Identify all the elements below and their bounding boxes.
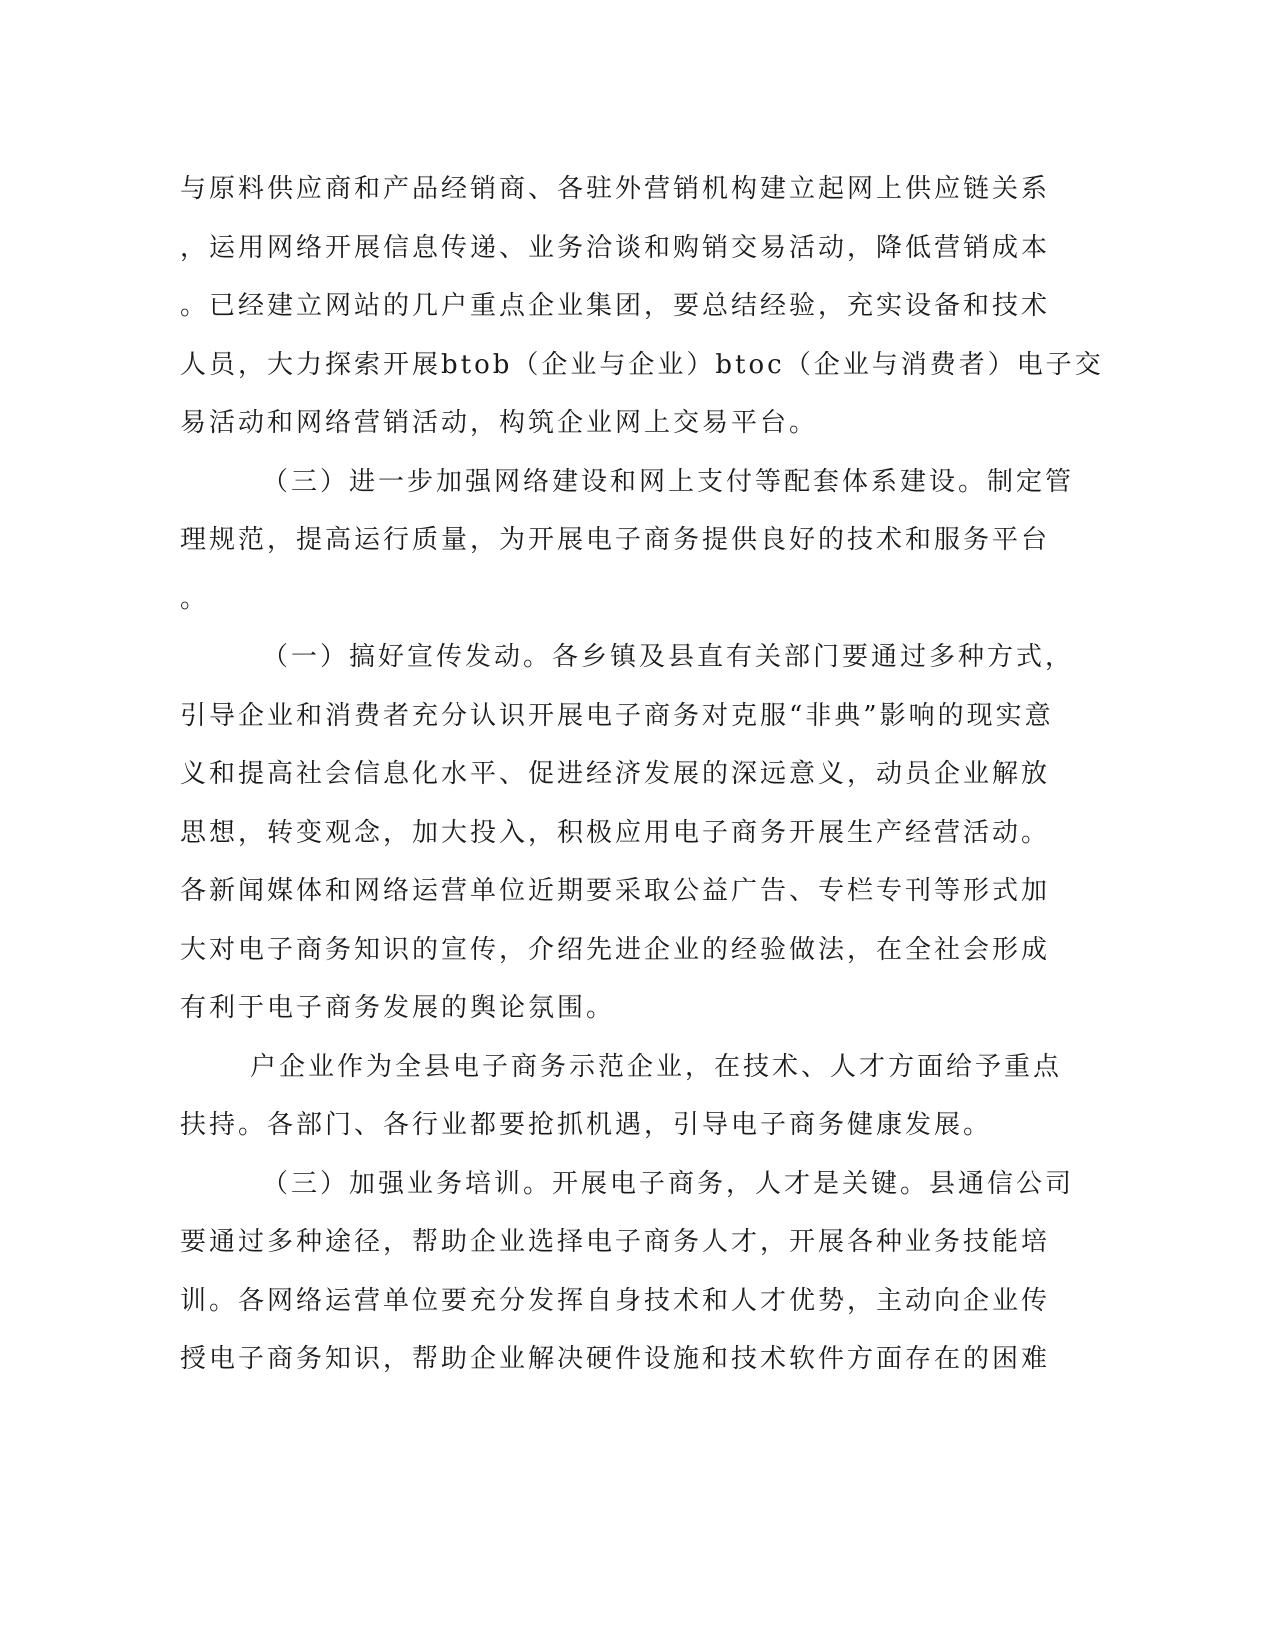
paragraph-heading-line: （三）进一步加强网络建设和网上支付等配套体系建设。制定管 xyxy=(262,466,1075,497)
text-line: 训。各网络运营单位要充分发挥自身技术和人才优势，主动向企业传 xyxy=(180,1285,1051,1316)
paragraph-start-line: 户企业作为全县电子商务示范企业，在技术、人才方面给予重点 xyxy=(250,1051,1063,1082)
text-line: 与原料供应商和产品经销商、各驻外营销机构建立起网上供应链关系 xyxy=(180,174,1051,204)
text-line: 引导企业和消费者充分认识开展电子商务对克服“非典”影响的现实意 xyxy=(180,700,1054,731)
text-line: 有利于电子商务发展的舆论氛围。 xyxy=(180,993,616,1023)
text-line: 义和提高社会信息化水平、促进经济发展的深远意义，动员企业解放 xyxy=(180,759,1051,789)
text-line: 人员，大力探索开展btob（企业与企业）btoc（企业与消费者）电子交 xyxy=(180,349,1104,380)
text-line: ，运用网络开展信息传递、业务洽谈和购销交易活动，降低营销成本 xyxy=(180,232,1051,263)
text-line: 授电子商务知识，帮助企业解决硬件设施和技术软件方面存在的困难 xyxy=(180,1344,1051,1374)
text-line: 思想，转变观念，加大投入，积极应用电子商务开展生产经营活动。 xyxy=(180,817,1051,848)
text-line: 。已经建立网站的几户重点企业集团，要总结经验，充实设备和技术 xyxy=(180,291,1051,321)
text-line: 要通过多种途径，帮助企业选择电子商务人才，开展各种业务技能培 xyxy=(180,1227,1051,1257)
text-line: 各新闻媒体和网络运营单位近期要采取公益广告、专栏专刊等形式加 xyxy=(180,876,1051,906)
text-line: 易活动和网络营销活动，构筑企业网上交易平台。 xyxy=(180,408,819,438)
text-line: 大对电子商务知识的宣传，介绍先进企业的经验做法，在全社会形成 xyxy=(180,934,1051,965)
document-body xyxy=(180,160,1104,1389)
text-line: 理规范，提高运行质量，为开展电子商务提供良好的技术和服务平台 xyxy=(180,525,1051,555)
paragraph-heading-line: （三）加强业务培训。开展电子商务，人才是关键。县通信公司 xyxy=(262,1168,1075,1199)
text-line: 。 xyxy=(180,583,210,614)
text-line: 扶持。各部门、各行业都要抢抓机遇，引导电子商务健康发展。 xyxy=(180,1110,993,1140)
paragraph-heading-line: （一）搞好宣传发动。各乡镇及县直有关部门要通过多种方式， xyxy=(262,642,1075,672)
